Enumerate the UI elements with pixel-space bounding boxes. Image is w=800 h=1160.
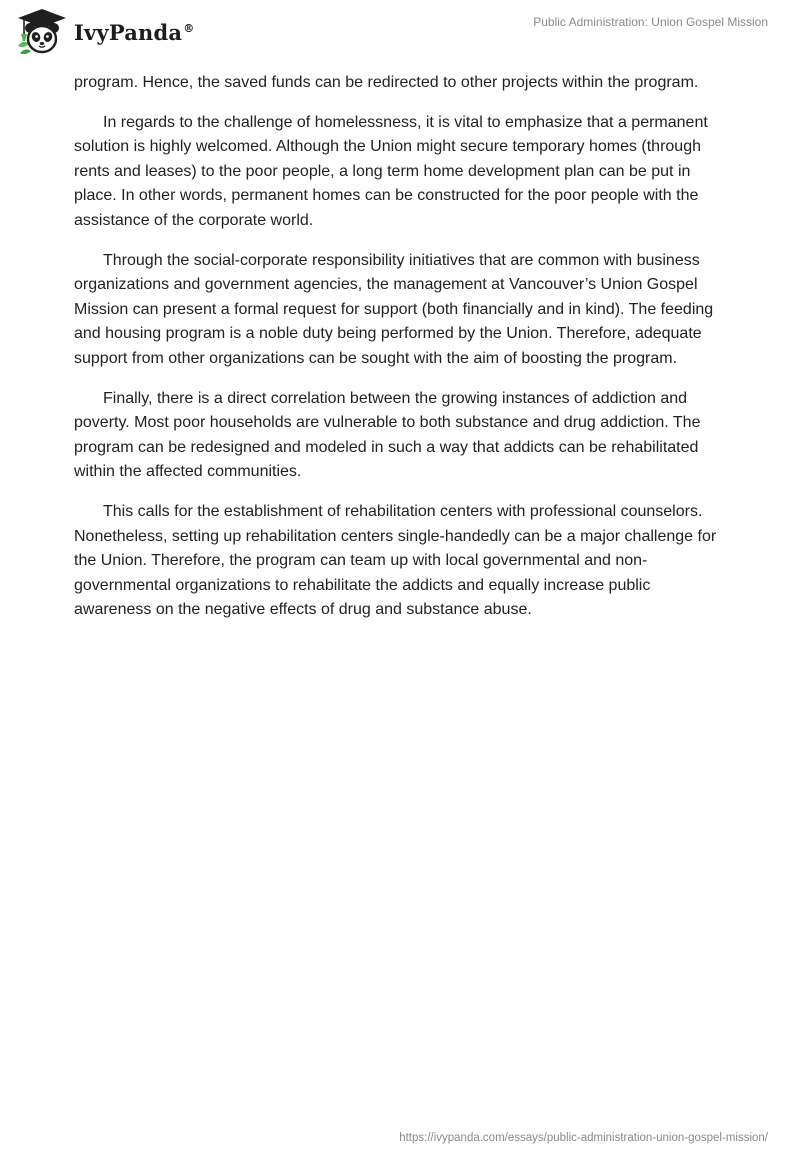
panda-graduate-icon <box>14 6 70 56</box>
paragraph-3: Through the social-corporate responsibility initiatives that are common with business organizations and government agencies, the management at Vancouver’s Union Gospel Mission can present a formal request for support (both financially and in kind). The feeding and housing program is a noble duty being performed by the Union. Therefore, adequate support from other organizations can be sought with the aim of boosting the program. <box>74 251 714 367</box>
document-title: Public Administration: Union Gospel Mission <box>533 15 768 29</box>
paragraph-5: This calls for the establishment of rehabilitation centers with professional counselors. Nonetheless, setting up rehabilitation centers single-handedly can be a major challenge for the Union. Therefore, the program can team up with local governmental and non-governmental organizations to rehabilitate the addicts and equally increase public awareness on the negative effects of drug and substance abuse. <box>74 502 717 619</box>
registered-mark: ® <box>183 21 195 35</box>
paragraph-2: In regards to the challenge of homelessness, it is vital to emphasize that a permanent solution is highly welcomed. Although the Union might secure temporary homes (through rents and leases) to the poor people, a long term home development plan can be put in place. In other words, permanent homes can be constructed for the poor people with the assistance of the corporate world. <box>74 113 708 229</box>
ivypanda-logo[interactable] <box>14 6 194 56</box>
source-url[interactable]: https://ivypanda.com/essays/public-administration-union-gospel-mission/ <box>399 1132 768 1144</box>
page-header <box>0 0 800 60</box>
brand-name: IvyPanda® <box>74 19 195 45</box>
paragraph-4: Finally, there is a direct correlation between the growing instances of addiction and poverty. Most poor households are vulnerable to both substance and drug addiction. The program can be redesigned and modeled in such a way that addicts can be rehabilitated within the affected communities. <box>74 389 701 481</box>
essay-body <box>74 71 724 638</box>
paragraph-1: program. Hence, the saved funds can be redirected to other projects within the program. <box>74 74 699 91</box>
